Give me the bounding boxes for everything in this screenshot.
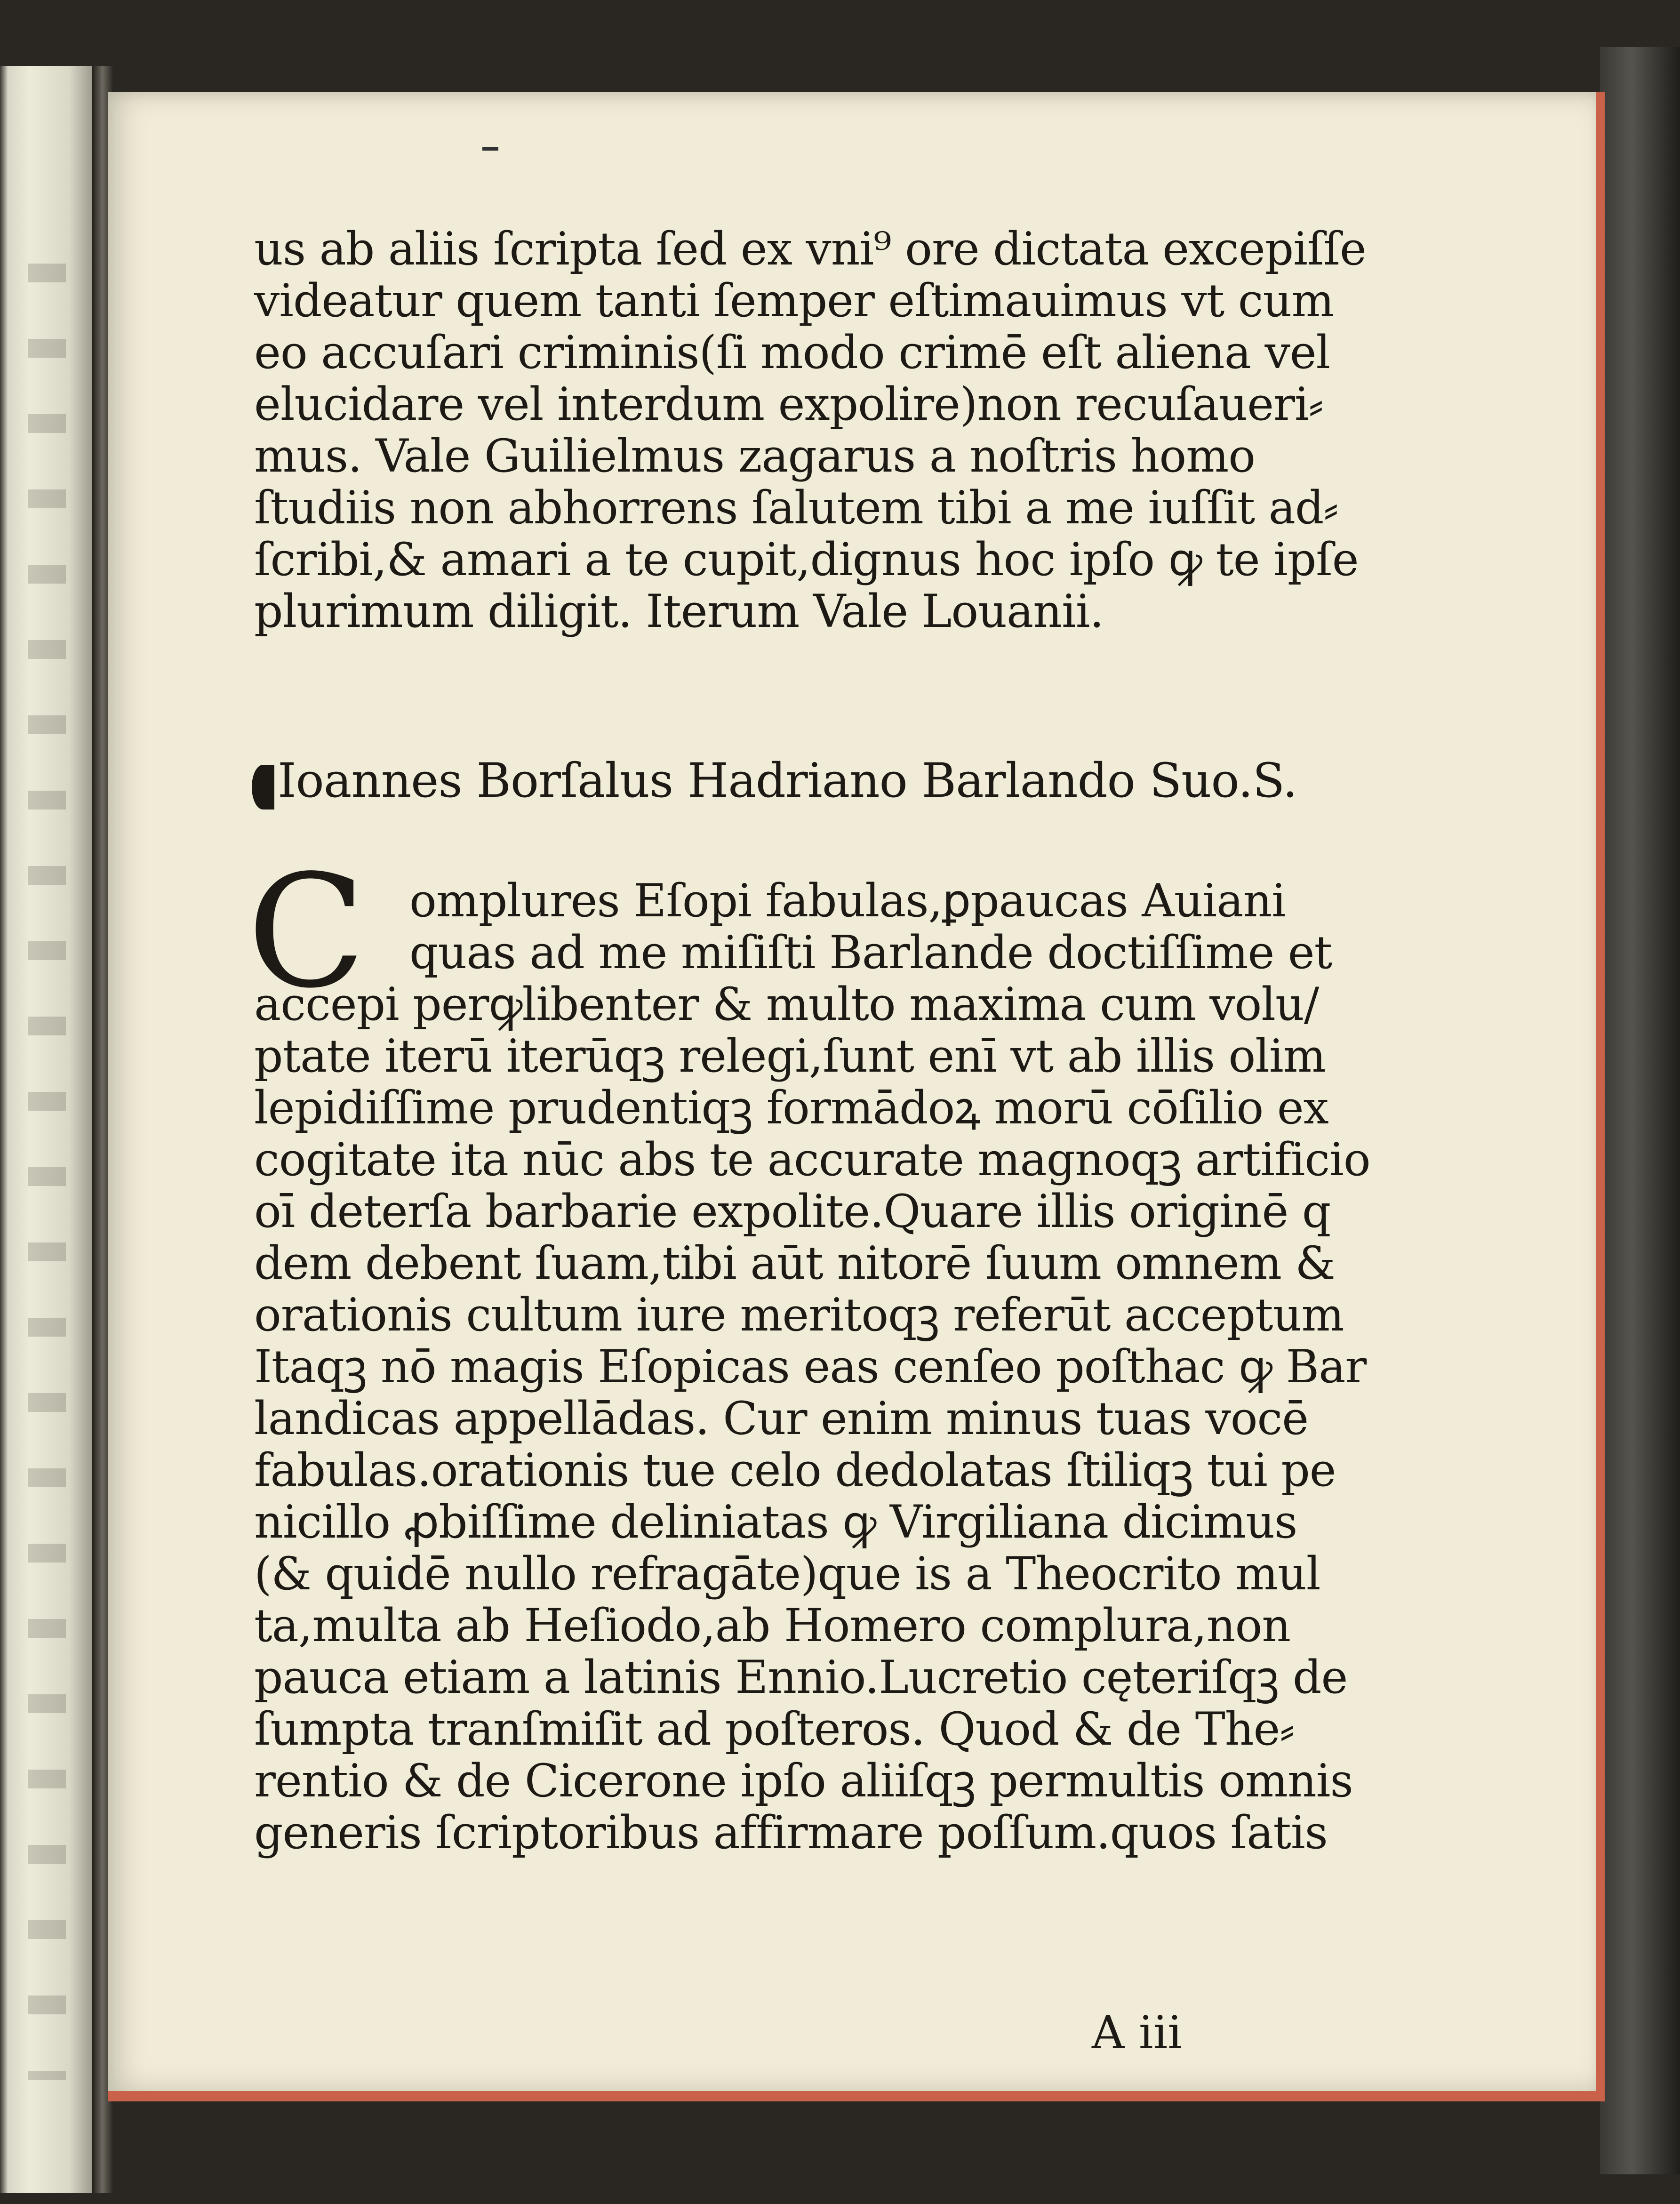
letter2-line-18: rentio & de Cicerone ipſo aliiſqꝫ permultis omnis — [254, 1755, 1353, 1807]
letter2-line-9: orationis cultum iure meritoqꝫ referūt acceptum — [254, 1289, 1344, 1341]
letter1-line-5: mus. Vale Guilielmus zagarus a noſtris homo — [254, 430, 1256, 482]
letter2-line-13: nicillo ꝓbiſſime deliniatas ꝙ Virgiliana dicimus — [254, 1496, 1297, 1548]
previous-page-text-bleed — [28, 264, 66, 2080]
letter2-line-5: lepidiſſime prudentiqꝫ formādoꝝ morū cōſilio ex — [254, 1082, 1328, 1134]
page-top-mark — [482, 147, 498, 151]
letter1-line-7: ſcribi,& amari a te cupit,dignus hoc ipſo ꝙ te ipſe — [254, 533, 1359, 586]
letter2-line-17: ſumpta tranſmiſit ad poſteros. Quod & de The⸗ — [254, 1703, 1295, 1755]
letter2-heading: Ioannes Borſalus Hadriano Barlando Suo.S. — [278, 753, 1297, 808]
letter1-line-2: videatur quem tanti ſemper eſtimauimus vt cum — [254, 274, 1334, 327]
letter2-line-14: (& quidē nullo refragāte)que is a Theocrito mul — [254, 1547, 1320, 1600]
letter2-initial: C — [247, 842, 366, 1022]
letter2-line-2: quas ad me miſiſti Barlande doctiſſime et — [409, 926, 1332, 979]
letter1-line-1: us ab aliis ſcripta ſed ex vni⁹ ore dictata excepiſſe — [254, 223, 1366, 275]
letter2-line-16: pauca etiam a latinis Ennio.Lucretio cęteriſqꝫ de — [254, 1651, 1348, 1704]
letter2-line-4: ptate iterū iterūqꝫ relegi,ſunt enī vt ab illis olim — [254, 1030, 1326, 1082]
letter2-line-1: omplures Eſopi fabulas,ꝑpaucas Auiani — [409, 874, 1286, 927]
letter2-line-10: Itaqꝫ nō magis Eſopicas eas cenſeo poſthac ꝙ Bar — [254, 1340, 1367, 1393]
letter2-line-7: oī deterſa barbarie expolite.Quare illis originē q — [254, 1185, 1331, 1238]
letter2-line-12: fabulas.orationis tue celo dedolatas ſtiliqꝫ tui pe — [254, 1444, 1336, 1497]
letter2-line-3: accepi perꝙlibenter & multo maxima cum volu/ — [254, 978, 1319, 1031]
book-cover-edge — [1600, 47, 1680, 2174]
letter2-line-8: dem debent ſuam,tibi aūt nitorē ſuum omnem & — [254, 1237, 1335, 1290]
letter1-line-8: plurimum diligit. Iterum Vale Louanii. — [254, 585, 1104, 638]
signature-mark: A iii — [1092, 2006, 1182, 2059]
letter1-line-3: eo accuſari criminis(ſi modo crimē eſt aliena vel — [254, 326, 1330, 379]
paragraph-mark-icon — [252, 765, 274, 809]
letter2-line-11: landicas appellādas. Cur enim minus tuas vocē — [254, 1392, 1309, 1445]
letter2-line-19: generis ſcriptoribus affirmare poſſum.quos ſatis — [254, 1806, 1328, 1859]
letter1-line-4: elucidare vel interdum expolire)non recuſaueri⸗ — [254, 378, 1323, 431]
letter1-line-6: ſtudiis non abhorrens ſalutem tibi a me iuſſit ad⸗ — [254, 481, 1338, 534]
letter2-line-6: cogitate ita nūc abs te accurate magnoqꝫ artificio — [254, 1133, 1370, 1186]
letter2-line-15: ta,multa ab Heſiodo,ab Homero complura,non — [254, 1599, 1291, 1652]
previous-page-edge — [0, 66, 99, 2193]
